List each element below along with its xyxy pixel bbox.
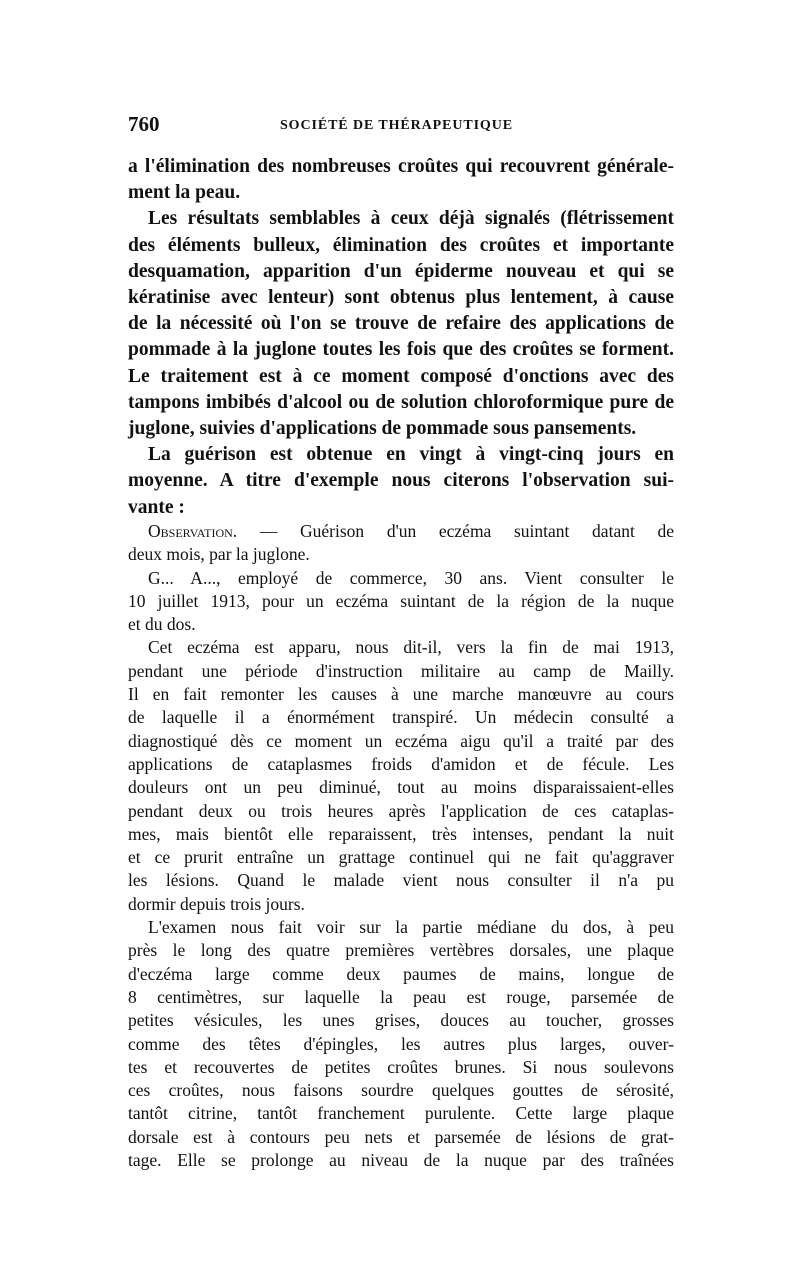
page-number: 760 xyxy=(128,112,160,136)
observation-label: Observation. xyxy=(148,521,238,541)
text-line: ment la peau. xyxy=(128,182,241,204)
text-line: pendant deux ou trois heures après l'application de ces cataplas- xyxy=(128,800,674,821)
paragraph xyxy=(128,916,674,1172)
text-line: Il en fait remonter les causes à une marche manœuvre au cours xyxy=(128,684,674,705)
text-line: de laquelle il a énormément transpiré. Un médecin consulté a xyxy=(128,707,674,728)
text-line: desquamation, apparition d'un épiderme nouveau et qui se xyxy=(128,260,674,282)
text-line: pommade à la juglone toutes les fois que des croûtes se forment. xyxy=(128,339,674,361)
text-line: petites vésicules, les unes grises, douces au toucher, grosses xyxy=(128,1010,674,1031)
paragraph xyxy=(128,154,674,206)
paragraph xyxy=(128,636,674,916)
text-line: moyenne. A titre d'exemple nous citerons l'observation sui- xyxy=(128,470,674,492)
text-line: applications de cataplasmes froids d'amidon et de fécule. Les xyxy=(128,753,674,774)
text-line: pendant une période d'instruction militaire au camp de Mailly. xyxy=(128,660,674,681)
page-header xyxy=(128,112,676,142)
text-line: Les résultats semblables à ceux déjà signalés (flétrissement xyxy=(148,208,674,230)
text-line: Cet eczéma est apparu, nous dit-il, vers la fin de mai 1913, xyxy=(148,637,674,658)
paragraph xyxy=(128,567,674,637)
main-text xyxy=(128,154,674,521)
text-line: vante : xyxy=(128,496,185,518)
text-line: les lésions. Quand le malade vient nous consulter il n'a pu xyxy=(128,870,674,891)
observation-title-text: — Guérison d'un eczéma suintant datant de xyxy=(237,521,674,541)
text-line: des éléments bulleux, élimination des croûtes et importante xyxy=(128,234,674,256)
text-line: tage. Elle se prolonge au niveau de la nuque par des traînées xyxy=(128,1150,674,1171)
text-line: mes, mais bientôt elle reparaissent, très intenses, pendant la nuit xyxy=(128,823,674,844)
text-line: dorsale est à contours peu nets et parsemée de lésions de grat- xyxy=(128,1126,674,1147)
text-line: près le long des quatre premières vertèbres dorsales, une plaque xyxy=(128,940,674,961)
text-line: dormir depuis trois jours. xyxy=(128,893,305,914)
text-line: tantôt citrine, tantôt franchement purulente. Cette large plaque xyxy=(128,1103,674,1124)
running-title: SOCIÉTÉ DE THÉRAPEUTIQUE xyxy=(280,118,513,133)
text-line: juglone, suivies d'applications de pommade sous pansements. xyxy=(128,418,637,440)
observation-section xyxy=(128,520,674,1172)
text-line: La guérison est obtenue en vingt à vingt-cinq jours en xyxy=(148,444,674,466)
text-line: G... A..., employé de commerce, 30 ans. Vient consulter le xyxy=(148,567,674,588)
text-line: de la nécessité où l'on se trouve de refaire des applications de xyxy=(128,313,674,335)
text-line: a l'élimination des nombreuses croûtes qui recouvrent générale- xyxy=(128,156,674,177)
text-line: d'eczéma large comme deux paumes de mains, longue de xyxy=(128,963,674,984)
text-line: tes et recouvertes de petites croûtes brunes. Si nous soulevons xyxy=(128,1056,674,1077)
text-line: Le traitement est à ce moment composé d'onctions avec des xyxy=(128,365,674,387)
paragraph xyxy=(128,442,674,521)
text-line: 8 centimètres, sur laquelle la peau est rouge, parsemée de xyxy=(128,986,674,1007)
text-line: L'examen nous fait voir sur la partie médiane du dos, à peu xyxy=(148,917,674,938)
text-line: diagnostiqué dès ce moment un eczéma aigu qu'il a traité par des xyxy=(128,730,674,751)
paragraph xyxy=(128,206,674,442)
text-line: 10 juillet 1913, pour un eczéma suintant de la région de la nuque xyxy=(128,590,674,611)
text-line: et du dos. xyxy=(128,614,196,635)
text-line: comme des têtes d'épingles, les autres plus larges, ouver- xyxy=(128,1033,674,1054)
text-line: ces croûtes, nous faisons sourdre quelques gouttes de sérosité, xyxy=(128,1080,674,1101)
text-line: tampons imbibés d'alcool ou de solution chloroformique pure de xyxy=(128,391,674,413)
text-line xyxy=(128,520,674,543)
text-line: et ce prurit entraîne un grattage continuel qui ne fait qu'aggraver xyxy=(128,847,674,868)
text-line: kératinise avec lenteur) sont obtenus plus lentement, à cause xyxy=(128,287,674,309)
observation-title xyxy=(128,520,674,567)
text-line: douleurs ont un peu diminué, tout au moins disparaissaient-elles xyxy=(128,777,674,798)
text-line: deux mois, par la juglone. xyxy=(128,544,310,565)
